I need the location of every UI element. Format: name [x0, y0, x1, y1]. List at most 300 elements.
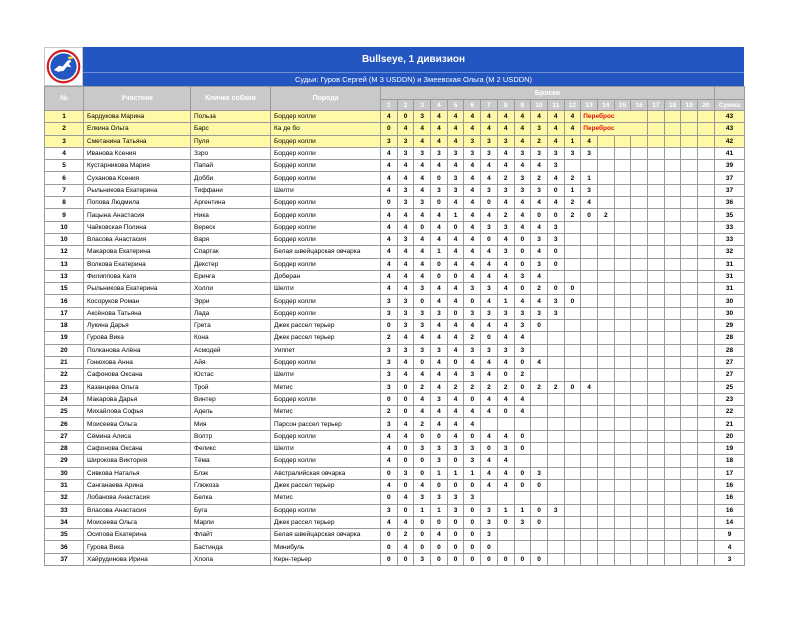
throw-score: 4	[464, 184, 481, 196]
dog-breed: Шелти	[271, 369, 381, 381]
throw-score: 2	[464, 381, 481, 393]
row-place: 5	[45, 160, 84, 172]
throw-score: 3	[381, 381, 398, 393]
throw-score-empty	[631, 381, 648, 393]
throw-score: 3	[397, 320, 414, 332]
throw-score: 4	[464, 172, 481, 184]
throw-score: 3	[464, 369, 481, 381]
throw-score: 4	[497, 123, 514, 135]
throw-score: 4	[381, 111, 398, 123]
throw-score-empty	[698, 221, 715, 233]
throw-score: 0	[481, 553, 498, 565]
throw-score: 3	[397, 344, 414, 356]
throw-score: 1	[564, 184, 581, 196]
dog-breed: Бордер колли	[271, 504, 381, 516]
throw-score-empty	[631, 258, 648, 270]
dog-breed: Бордер колли	[271, 197, 381, 209]
throw-score-empty	[648, 369, 665, 381]
throw-score-empty	[664, 221, 681, 233]
throw-score-empty	[664, 246, 681, 258]
throw-score: 0	[381, 393, 398, 405]
throw-score: 3	[464, 492, 481, 504]
throw-score: 4	[397, 270, 414, 282]
throw-score: 0	[531, 553, 548, 565]
throw-score-empty	[497, 529, 514, 541]
throw-score-empty	[664, 443, 681, 455]
row-place: 18	[45, 320, 84, 332]
total-score: 33	[715, 233, 745, 245]
throw-score-empty	[614, 393, 631, 405]
throw-score: 3	[531, 147, 548, 159]
throw-score-empty	[664, 344, 681, 356]
throw-score-empty	[581, 369, 598, 381]
participant-name: Макарова Екатерина	[84, 246, 191, 258]
throw-score: 3	[464, 443, 481, 455]
total-score: 35	[715, 209, 745, 221]
throw-score-empty	[698, 184, 715, 196]
throw-score-empty	[664, 295, 681, 307]
throw-score: 4	[447, 160, 464, 172]
throw-score: 4	[497, 147, 514, 159]
table-row	[45, 246, 745, 258]
total-score: 27	[715, 369, 745, 381]
throw-score: 4	[381, 209, 398, 221]
throw-score: 3	[497, 344, 514, 356]
participant-name: Моисеева Ольга	[84, 418, 191, 430]
total-score: 20	[715, 430, 745, 442]
throw-score-empty	[597, 369, 614, 381]
throw-score: 1	[431, 467, 448, 479]
throw-score-empty	[648, 541, 665, 553]
table-row	[45, 283, 745, 295]
throw-score-empty	[597, 295, 614, 307]
throw-score: 4	[414, 246, 431, 258]
throw-score: 4	[447, 197, 464, 209]
dog-name: Марли	[191, 516, 271, 528]
total-score: 43	[715, 111, 745, 123]
row-place: 1	[45, 111, 84, 123]
throw-score-empty	[631, 406, 648, 418]
throw-score: 0	[381, 197, 398, 209]
dog-name: Винтер	[191, 393, 271, 405]
throw-score-empty	[531, 455, 548, 467]
row-place: 28	[45, 443, 84, 455]
throw-score-empty	[681, 418, 698, 430]
throw-score-empty	[564, 233, 581, 245]
throw-score-empty	[581, 492, 598, 504]
throw-score: 4	[464, 418, 481, 430]
throw-score-empty	[564, 430, 581, 442]
throw-score: 0	[431, 430, 448, 442]
throw-score: 4	[497, 430, 514, 442]
throw-score-empty	[531, 393, 548, 405]
throw-score-empty	[664, 320, 681, 332]
throw-score: 0	[431, 172, 448, 184]
total-score: 36	[715, 197, 745, 209]
throw-score-empty	[564, 406, 581, 418]
throw-score: 3	[431, 443, 448, 455]
throw-score: 0	[464, 529, 481, 541]
throw-score: 4	[464, 221, 481, 233]
throw-score: 0	[414, 529, 431, 541]
throw-score: 4	[514, 111, 531, 123]
throw-score: 3	[531, 467, 548, 479]
throw-score-empty	[614, 332, 631, 344]
col-participant: Участник	[84, 87, 191, 111]
throw-score: 3	[414, 147, 431, 159]
total-score: 43	[715, 123, 745, 135]
throw-score: 2	[414, 381, 431, 393]
dog-breed: Бордер колли	[271, 258, 381, 270]
throw-score: 4	[431, 123, 448, 135]
throw-number-7: 7	[481, 100, 498, 111]
throw-score-empty	[581, 418, 598, 430]
throw-score-empty	[547, 393, 564, 405]
total-score: 25	[715, 381, 745, 393]
throw-score: 0	[497, 369, 514, 381]
throw-score: 4	[431, 406, 448, 418]
row-place: 12	[45, 246, 84, 258]
throw-score-empty	[664, 553, 681, 565]
participant-name: Осипова Екатерина	[84, 529, 191, 541]
throw-score: 4	[547, 135, 564, 147]
table-row	[45, 504, 745, 516]
throw-score-empty	[698, 516, 715, 528]
throw-score-empty	[581, 479, 598, 491]
throw-score-empty	[597, 406, 614, 418]
throw-score-empty	[614, 492, 631, 504]
col-throws: Броски	[381, 87, 715, 100]
throw-score-empty	[698, 418, 715, 430]
throw-score: 4	[497, 455, 514, 467]
throw-score-empty	[664, 172, 681, 184]
throw-score: 3	[414, 320, 431, 332]
throw-score-empty	[497, 418, 514, 430]
dog-breed: Шелти	[271, 184, 381, 196]
participant-name: Моисеева Ольга	[84, 516, 191, 528]
throw-score-empty	[514, 418, 531, 430]
throw-score-empty	[614, 504, 631, 516]
throw-score: 3	[514, 320, 531, 332]
throw-score: 3	[431, 455, 448, 467]
dog-name: Эрри	[191, 295, 271, 307]
throw-score: 2	[397, 529, 414, 541]
throw-score: 4	[514, 123, 531, 135]
throw-score: 3	[514, 516, 531, 528]
throw-score-empty	[664, 123, 681, 135]
dog-breed: Шелти	[271, 443, 381, 455]
throw-score: 3	[414, 283, 431, 295]
throw-score: 4	[531, 356, 548, 368]
throw-score-empty	[614, 516, 631, 528]
throw-score: 4	[464, 258, 481, 270]
dog-breed: Бордер колли	[271, 393, 381, 405]
throw-score: 3	[431, 147, 448, 159]
throw-score: 4	[531, 111, 548, 123]
dog-name: Пуля	[191, 135, 271, 147]
throw-score-empty	[664, 541, 681, 553]
throw-score: 2	[564, 209, 581, 221]
throw-score-empty	[681, 111, 698, 123]
throw-score-empty	[681, 270, 698, 282]
throw-score: 4	[464, 320, 481, 332]
throw-score: 0	[431, 516, 448, 528]
throw-score-empty	[681, 467, 698, 479]
throw-score-empty	[564, 553, 581, 565]
table-row	[45, 172, 745, 184]
throw-number-8: 8	[497, 100, 514, 111]
throw-score-empty	[631, 246, 648, 258]
throw-score-empty	[597, 184, 614, 196]
participant-name: Власова Анастасия	[84, 504, 191, 516]
table-row	[45, 369, 745, 381]
throw-score-empty	[648, 356, 665, 368]
throw-score-empty	[597, 541, 614, 553]
throw-score: 4	[397, 430, 414, 442]
throw-score: 0	[481, 443, 498, 455]
throw-score: 3	[381, 344, 398, 356]
table-row	[45, 406, 745, 418]
throw-score-empty	[681, 369, 698, 381]
table-row	[45, 209, 745, 221]
throw-score: 3	[431, 393, 448, 405]
dog-breed: Доберан	[271, 270, 381, 282]
throw-score: 1	[497, 504, 514, 516]
participant-name: Иванова Ксения	[84, 147, 191, 159]
throw-score: 4	[447, 123, 464, 135]
throw-score: 4	[381, 443, 398, 455]
throw-score: 0	[514, 479, 531, 491]
throw-score: 4	[381, 516, 398, 528]
throw-score-empty	[614, 418, 631, 430]
throw-score: 3	[397, 135, 414, 147]
dog-name: Тёма	[191, 455, 271, 467]
throw-score: 4	[497, 197, 514, 209]
throw-score-empty	[564, 160, 581, 172]
throw-score-empty	[631, 160, 648, 172]
throw-score: 4	[414, 135, 431, 147]
throw-score-empty	[681, 246, 698, 258]
throw-score-empty	[564, 529, 581, 541]
dog-breed: Минибуль	[271, 541, 381, 553]
throw-score-empty	[547, 492, 564, 504]
dog-breed: Бордер колли	[271, 111, 381, 123]
throw-score-empty	[648, 393, 665, 405]
throw-score: 1	[431, 246, 448, 258]
throw-score: 0	[531, 320, 548, 332]
throw-score: 4	[447, 135, 464, 147]
participant-name: Елкина Ольга	[84, 123, 191, 135]
throw-score: 4	[381, 258, 398, 270]
throw-score: 3	[497, 246, 514, 258]
throw-score-empty	[614, 467, 631, 479]
throw-score-empty	[547, 430, 564, 442]
throw-score-empty	[531, 344, 548, 356]
dog-breed: Ка де бо	[271, 123, 381, 135]
table-row	[45, 270, 745, 282]
throw-score: 0	[414, 455, 431, 467]
throw-score-empty	[614, 209, 631, 221]
throw-score: 0	[431, 197, 448, 209]
dog-breed: Бордер колли	[271, 356, 381, 368]
throw-score-empty	[614, 258, 631, 270]
throw-score-empty	[664, 111, 681, 123]
throw-score: 2	[481, 381, 498, 393]
row-place: 37	[45, 553, 84, 565]
throw-score: 3	[481, 307, 498, 319]
throw-score: 0	[447, 529, 464, 541]
throw-score: 0	[414, 430, 431, 442]
throw-score: 3	[431, 307, 448, 319]
throw-score: 3	[431, 492, 448, 504]
throw-score-empty	[664, 184, 681, 196]
throw-score-empty	[531, 406, 548, 418]
throw-score-empty	[597, 553, 614, 565]
throw-score: 3	[481, 504, 498, 516]
throw-score: 4	[381, 172, 398, 184]
throw-score: 3	[447, 504, 464, 516]
throw-score: 4	[531, 295, 548, 307]
dog-name: Буга	[191, 504, 271, 516]
row-place: 10	[45, 233, 84, 245]
throw-score: 0	[481, 541, 498, 553]
throw-score-empty	[631, 332, 648, 344]
throw-score-empty	[681, 406, 698, 418]
participant-name: Гурова Вика	[84, 541, 191, 553]
dog-breed: Бордер колли	[271, 233, 381, 245]
row-place: 23	[45, 381, 84, 393]
throw-score-empty	[631, 492, 648, 504]
participant-name: Попова Людмила	[84, 197, 191, 209]
dog-name: Бастинда	[191, 541, 271, 553]
throw-score: 4	[381, 479, 398, 491]
participant-name: Сметанина Татьяна	[84, 135, 191, 147]
throw-score: 3	[514, 147, 531, 159]
throw-score-empty	[698, 455, 715, 467]
throw-score-empty	[531, 369, 548, 381]
throw-score-empty	[648, 184, 665, 196]
throw-score-empty	[698, 393, 715, 405]
dog-breed: Керн-терьер	[271, 553, 381, 565]
table-row	[45, 320, 745, 332]
throw-score-empty	[698, 553, 715, 565]
results-table	[44, 86, 745, 566]
throw-score: 4	[431, 529, 448, 541]
throw-score: 4	[464, 160, 481, 172]
throw-score: 0	[531, 504, 548, 516]
throw-score: 4	[531, 160, 548, 172]
throw-score: 4	[431, 332, 448, 344]
throw-score-empty	[564, 270, 581, 282]
throw-score: 3	[531, 258, 548, 270]
throw-score-empty	[547, 541, 564, 553]
throw-score-empty	[631, 516, 648, 528]
throw-score-empty	[698, 344, 715, 356]
throw-score: 2	[547, 381, 564, 393]
throw-score-empty	[564, 467, 581, 479]
throw-score-empty	[581, 455, 598, 467]
throw-score: 0	[397, 504, 414, 516]
throw-score: 4	[397, 172, 414, 184]
throw-score: 0	[581, 209, 598, 221]
throw-score: 4	[397, 209, 414, 221]
dog-name: Холли	[191, 283, 271, 295]
dog-name: Флайт	[191, 529, 271, 541]
dog-breed: Джек рассел терьер	[271, 479, 381, 491]
throw-score: 4	[581, 135, 598, 147]
throw-number-20: 20	[698, 100, 715, 111]
throw-score: 2	[497, 209, 514, 221]
participant-name: Косоруков Роман	[84, 295, 191, 307]
throw-score-empty	[698, 111, 715, 123]
throw-score-empty	[648, 160, 665, 172]
dog-name: Юстас	[191, 369, 271, 381]
row-place: 10	[45, 221, 84, 233]
row-place: 33	[45, 504, 84, 516]
throw-score-empty	[681, 258, 698, 270]
throw-score: 4	[464, 123, 481, 135]
throw-score: 0	[397, 479, 414, 491]
throw-score: 0	[447, 356, 464, 368]
throw-score-empty	[631, 295, 648, 307]
total-score: 14	[715, 516, 745, 528]
throw-score: 3	[514, 270, 531, 282]
throw-score: 0	[414, 467, 431, 479]
throw-score-empty	[631, 184, 648, 196]
row-place: 13	[45, 258, 84, 270]
throw-score: 4	[497, 233, 514, 245]
participant-name: Власова Анастасия	[84, 233, 191, 245]
throw-score-empty	[648, 479, 665, 491]
throw-score: 0	[531, 516, 548, 528]
throw-score-empty	[681, 307, 698, 319]
throw-score-empty	[597, 221, 614, 233]
throw-score: 3	[531, 307, 548, 319]
throw-score-empty	[631, 209, 648, 221]
throw-score: 4	[464, 246, 481, 258]
throw-score-empty	[614, 197, 631, 209]
throw-score-empty	[698, 541, 715, 553]
col-breed: Порода	[271, 87, 381, 111]
throw-score-empty	[698, 123, 715, 135]
throw-number-3: 3	[414, 100, 431, 111]
throw-score: 0	[464, 504, 481, 516]
throw-number-11: 11	[547, 100, 564, 111]
throw-score: 4	[431, 381, 448, 393]
throw-score: 4	[447, 258, 464, 270]
throw-score: 3	[397, 307, 414, 319]
table-row	[45, 443, 745, 455]
dog-name: Аргентина	[191, 197, 271, 209]
throw-score-empty	[614, 344, 631, 356]
throw-score: 0	[547, 246, 564, 258]
throw-score-empty	[664, 307, 681, 319]
throw-score: 4	[481, 356, 498, 368]
throw-score-empty	[497, 541, 514, 553]
dog-name: Кона	[191, 332, 271, 344]
throw-number-2: 2	[397, 100, 414, 111]
throw-score: 3	[447, 172, 464, 184]
throw-score-empty	[698, 258, 715, 270]
throw-score-empty	[664, 197, 681, 209]
throw-score: 4	[431, 283, 448, 295]
throw-score-empty	[648, 430, 665, 442]
throw-score: 3	[381, 135, 398, 147]
throw-score: 4	[414, 160, 431, 172]
throw-score-empty	[581, 393, 598, 405]
throw-score: 4	[431, 356, 448, 368]
dog-name: Волтр	[191, 430, 271, 442]
